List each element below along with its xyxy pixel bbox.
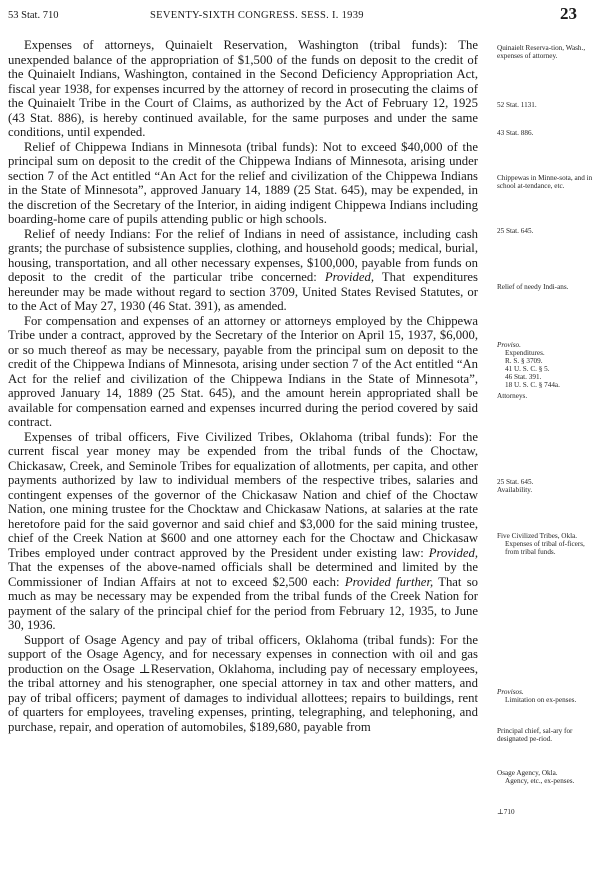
margin-note xyxy=(497,227,595,235)
margin-note-line: 43 Stat. 886. xyxy=(497,129,534,137)
margin-note-line: Chippewas in Minne-sota, and in school at-tendance, etc. xyxy=(497,174,593,190)
page-number: 23 xyxy=(560,4,577,23)
margin-note xyxy=(497,392,595,400)
margin-note-line: 18 U. S. C. § 744a. xyxy=(505,381,560,389)
margin-note xyxy=(497,44,595,60)
paragraph-text: Expenses of tribal officers, Five Civilized Tribes, Oklahoma (tribal funds): For the current fiscal year money may be expended from the tribal funds of the Choctaw, Chickasaw, Creek, and Seminole Tribes for equalization of allotments, per capita, and other payments authorized by law to individual members of the respective tribes, salaries and contingent expenses of the governor of the Chickasaw Nation and chief of the Choctaw Nation, one mining trustee for the Chocktaw and Chickasaw Nations, at salaries at the rate heretofore paid for the said governor and said chief and $3,000 for the said mining trustee, chief of the Creek Nation at $600 and one attorney each for the Choctaw and Chickasaw Tribes employed under contract approved by the President under existing law: xyxy=(8,429,478,560)
paragraph-quinaielt xyxy=(8,38,478,140)
main-text-column xyxy=(8,38,478,734)
paragraph-text: That so much as may be necessary may be expended from the tribal funds of the Creek Nation for payment of the salary of the principal chief for the period from February 12, 1935, to June 30, 1936. xyxy=(8,574,479,632)
proviso-italic: Provided, xyxy=(428,545,478,560)
paragraph-text: Expenses of attorneys, Quinaielt Reservation, Washington (tribal funds): The unexpended balance of the appropriation of $1,500 of the funds on deposit to the credit of the Quinaielt Indians, Washington, contained in the Second Deficiency Appropriation Act, fiscal year 1938, for expenses incurred by the attorney of record in prosecuting the claims of the Quinaielt Tribe in the Court of Claims, as authorized by the Act of February 12, 1925 (43 Stat. 886), is hereby continued available, for the same purposes and under the same conditions, until expended. xyxy=(8,38,478,139)
margin-note xyxy=(497,341,595,389)
margin-note-line: Limitation on ex-penses. xyxy=(505,696,577,704)
margin-note xyxy=(497,532,595,556)
paragraph-text: Relief of Chippewa Indians in Minnesota (tribal funds): Not to exceed $40,000 of the principal sum on deposit to the credit of the Chippewa Indians of Minnesota, arising under section 7 of the Act entitled “An Act for the relief and civilization of the Chippewa Indians in the State of Minnesota”, approved January 14, 1889 (25 Stat. 645), may be expended, in the discretion of the Secretary of the Interior, in aiding indigent Chippewa Indians including boarding-home care of pupils attending public or high schools. xyxy=(8,139,478,226)
margin-note-line: Relief of needy Indi-ans. xyxy=(497,283,569,291)
header-citation: 53 Stat. 710 xyxy=(8,10,59,21)
margin-note-line: Proviso. xyxy=(497,341,521,349)
margin-note xyxy=(497,283,595,291)
margin-note-line: 25 Stat. 645. xyxy=(497,478,534,486)
margin-note xyxy=(497,174,595,190)
header-title: SEVENTY-SIXTH CONGRESS. SESS. I. 1939 xyxy=(150,10,364,21)
margin-note-line: ⊥710 xyxy=(497,808,515,816)
margin-note-line: 52 Stat. 1131. xyxy=(497,101,537,109)
margin-note xyxy=(497,478,595,494)
paragraph-text: That the expenses of the above-named officials shall be determined and limited by the Commissioner of Indian Affairs at not to exceed $2,500 each: xyxy=(8,560,478,589)
paragraph-text: For compensation and expenses of an attorney or attorneys employed by the Chippewa Tribe under a contract, approved by the Secretary of the Interior on April 15, 1937, $6,000, or so much thereof as may be necessary, payable from the principal sum on deposit to the credit of the Chippewa Indians of Minnesota, arising under section 7 of the Act entitled “An Act for the relief and civilization of the Chippewa Indians in the State of Minnesota”, approved January 14, 1889 (25 Stat. 645), and the amount herein appropriated shall be available for compensation earned and expenses incurred during the period covered by said contract. xyxy=(8,313,478,429)
margin-note-line: Five Civilized Tribes, Okla. xyxy=(497,532,578,540)
margin-note-line: Attorneys. xyxy=(497,392,528,400)
margin-note xyxy=(497,101,595,109)
margin-note xyxy=(497,688,595,704)
margin-note-line: R. S. § 3709. xyxy=(505,357,543,365)
paragraph-text: Relief of needy Indians: For the relief of Indians in need of assistance, including cash grants; the purchase of subsistence supplies, clothing, and household goods; medical, burial, housing, transportation, and all other necessary expenses, $100,000, payable from funds on deposit to the credit of the particular tribe concerned: xyxy=(8,226,478,284)
paragraph-needy xyxy=(8,227,478,314)
margin-note xyxy=(497,769,595,785)
margin-note-line: Principal chief, sal-ary for designated pe-riod. xyxy=(497,727,573,743)
margin-note-line: Expenses of tribal of-ficers, from tribal funds. xyxy=(505,540,585,556)
margin-note xyxy=(497,808,595,816)
margin-note-line: 46 Stat. 391. xyxy=(505,373,542,381)
margin-note-line: Provisos. xyxy=(497,688,524,696)
paragraph-five-tribes xyxy=(8,430,478,633)
paragraph-chippewa xyxy=(8,140,478,227)
proviso-italic: Provided further, xyxy=(344,574,434,589)
margin-note-line: Agency, etc., ex-penses. xyxy=(505,777,575,785)
margin-note-line: 41 U. S. C. § 5. xyxy=(505,365,550,373)
paragraph-osage xyxy=(8,633,478,735)
paragraph-text: That expenditures hereunder may be made without regard to section 3709, United States Revised Statutes, or to the Act of May 27, 1930 (46 Stat. 391), as amended. xyxy=(8,270,478,313)
margin-note xyxy=(497,129,595,137)
paragraph-text: Support of Osage Agency and pay of tribal officers, Oklahoma (tribal funds): For the support of the Osage Agency, and for necessary expenses in connection with oil and gas production on the Osage ⊥Reservation, Oklahoma, including pay of necessary employees, the tribal attorney and his stenographer, one special attorney in tax and other matters, and pay of tribal officers; payment of damages to individual allottees; repairs to buildings, rent of quarters for employees, traveling expenses, printing, telegraphing, and telephoning, and purchase, repair, and operation of automobiles, $189,680, payable from xyxy=(8,632,478,734)
margin-note-line: Availability. xyxy=(497,486,533,494)
margin-note xyxy=(497,727,595,743)
margin-note-line: Quinaielt Reserva-tion, Wash., expenses of attorney. xyxy=(497,44,586,60)
margin-note-line: Osage Agency, Okla. xyxy=(497,769,558,777)
paragraph-attorneys xyxy=(8,314,478,430)
proviso-italic: Provided, xyxy=(324,270,375,284)
margin-note-line: 25 Stat. 645. xyxy=(497,227,534,235)
margin-note-line: Expenditures. xyxy=(505,349,545,357)
